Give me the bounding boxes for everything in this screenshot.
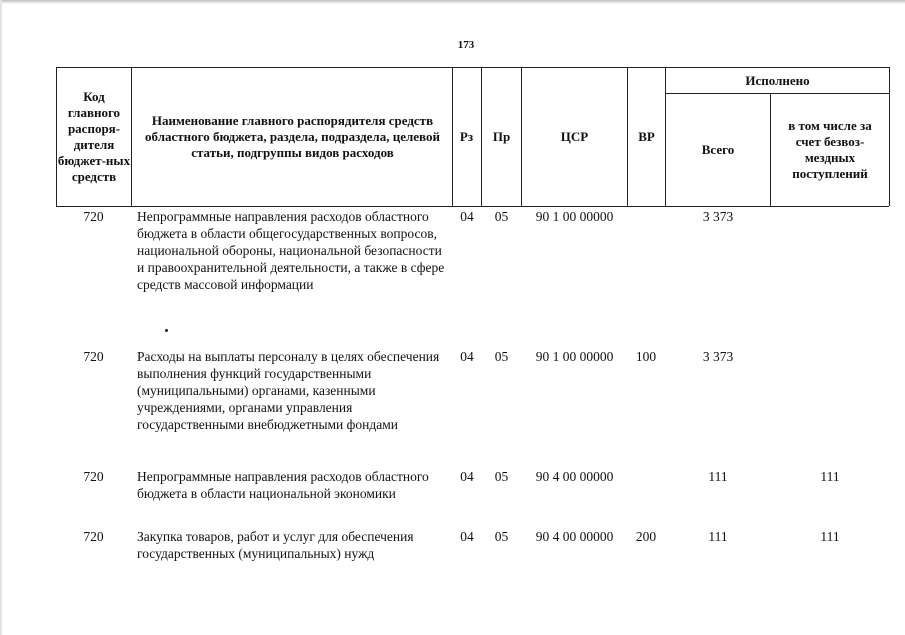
- col-border-total: [770, 93, 771, 206]
- page-number: 173: [457, 39, 475, 51]
- row-pr: 05: [494, 529, 509, 544]
- row-total: 3 373: [702, 209, 734, 224]
- row-code: 720: [83, 209, 104, 224]
- row-code: 720: [83, 349, 104, 364]
- row-gratuitous: 111: [820, 529, 840, 544]
- header-gratuitous: в том числе за счет безвоз-мездных поступлений: [788, 118, 872, 181]
- row-rz: 04: [460, 349, 474, 364]
- row-csr: 90 4 00 00000: [535, 469, 614, 484]
- row-csr: 90 1 00 00000: [535, 349, 614, 364]
- row-name: Непрограммные направления расходов областного бюджета в области национальной экономики: [137, 469, 429, 501]
- row-code: 720: [83, 529, 104, 544]
- row-gratuitous: 111: [820, 469, 840, 484]
- row-code: 720: [83, 469, 104, 484]
- row-vr: 200: [635, 529, 657, 544]
- row-rz: 04: [460, 469, 474, 484]
- row-pr: 05: [494, 469, 509, 484]
- row-total: 3 373: [702, 349, 734, 364]
- header-code: Код главного распоря-дителя бюджет-ных средств: [57, 89, 131, 184]
- row-name: Расходы на выплаты персоналу в целях обеспечения выполнения функций государственными (муниципальными) органами, казенными учреждениями, органами управления государственными внебюджетными фондами: [137, 349, 440, 432]
- row-name: Закупка товаров, работ и услуг для обеспечения государственных (муниципальных) нужд: [137, 529, 414, 561]
- row-total: 111: [708, 529, 728, 544]
- row-pr: 05: [494, 209, 509, 224]
- row-pr: 05: [494, 349, 509, 364]
- row-rz: 04: [460, 209, 474, 224]
- header-rz: Рз: [459, 129, 474, 144]
- header-vr: ВР: [638, 129, 655, 144]
- header-pr: Пр: [492, 129, 511, 144]
- col-border-right: [889, 67, 890, 206]
- stray-dot: [165, 329, 168, 332]
- row-rz: 04: [460, 529, 474, 544]
- row-total: 111: [708, 469, 728, 484]
- row-name: Непрограммные направления расходов областного бюджета в области общегосударственных вопросов, национальной обороны, национальной безопасности и правоохранительной деятельности, а также в сфере средств массовой информации: [137, 209, 445, 292]
- row-csr: 90 4 00 00000: [535, 529, 614, 544]
- header-csr: ЦСР: [560, 129, 589, 144]
- col-border-code: [131, 67, 132, 206]
- row-vr: 100: [635, 349, 657, 364]
- header-executed: Исполнено: [745, 72, 810, 88]
- header-bottom-border: [56, 206, 889, 207]
- row-csr: 90 1 00 00000: [535, 209, 614, 224]
- header-name: Наименование главного распорядителя средств областного бюджета, раздела, подраздела, целевой статьи, подгруппы видов расходов: [145, 113, 440, 160]
- header-total: Всего: [701, 142, 735, 157]
